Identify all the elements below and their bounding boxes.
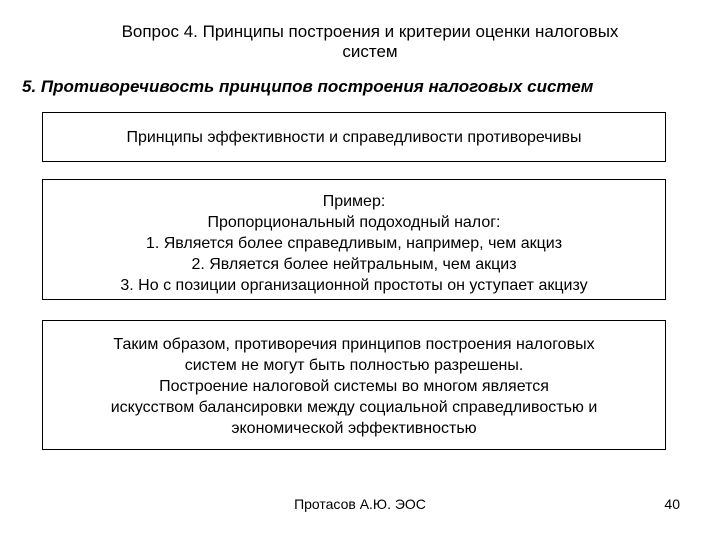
page-number: 40 [664,496,680,512]
statement-text: Принципы эффективности и справедливости противоречивы [126,129,582,146]
conclusion-line: Построение налоговой системы во многом является [159,378,549,395]
statement-box [42,112,666,162]
slide-title-line-1: Вопрос 4. Принципы построения и критерии оценки налоговых [121,22,619,41]
conclusion-box [42,320,666,450]
example-box [42,179,666,300]
slide-subtitle: 5. Противоречивость принципов построения налоговых систем [22,77,594,96]
example-line: Пропорциональный подоходный налог: [207,214,501,231]
example-line: 2. Является более нейтральным, чем акциз [191,256,517,273]
conclusion-line: экономической эффективностью [231,420,477,437]
example-line: 3. Но с позиции организационной простоты он уступает акцизу [120,277,588,294]
slide-title [60,22,680,62]
conclusion-line: искусством балансировки между социальной справедливостью и [110,399,598,416]
example-line: Пример: [322,193,386,210]
example-line: 1. Является более справедливым, например, чем акциз [145,235,563,252]
conclusion-line: систем не могут быть полностью разрешены. [184,357,524,374]
footer-author: Протасов А.Ю. ЭОС [294,496,426,512]
slide-title-line-2: систем [342,42,398,61]
conclusion-line: Таким образом, противоречия принципов построения налоговых [113,336,595,353]
